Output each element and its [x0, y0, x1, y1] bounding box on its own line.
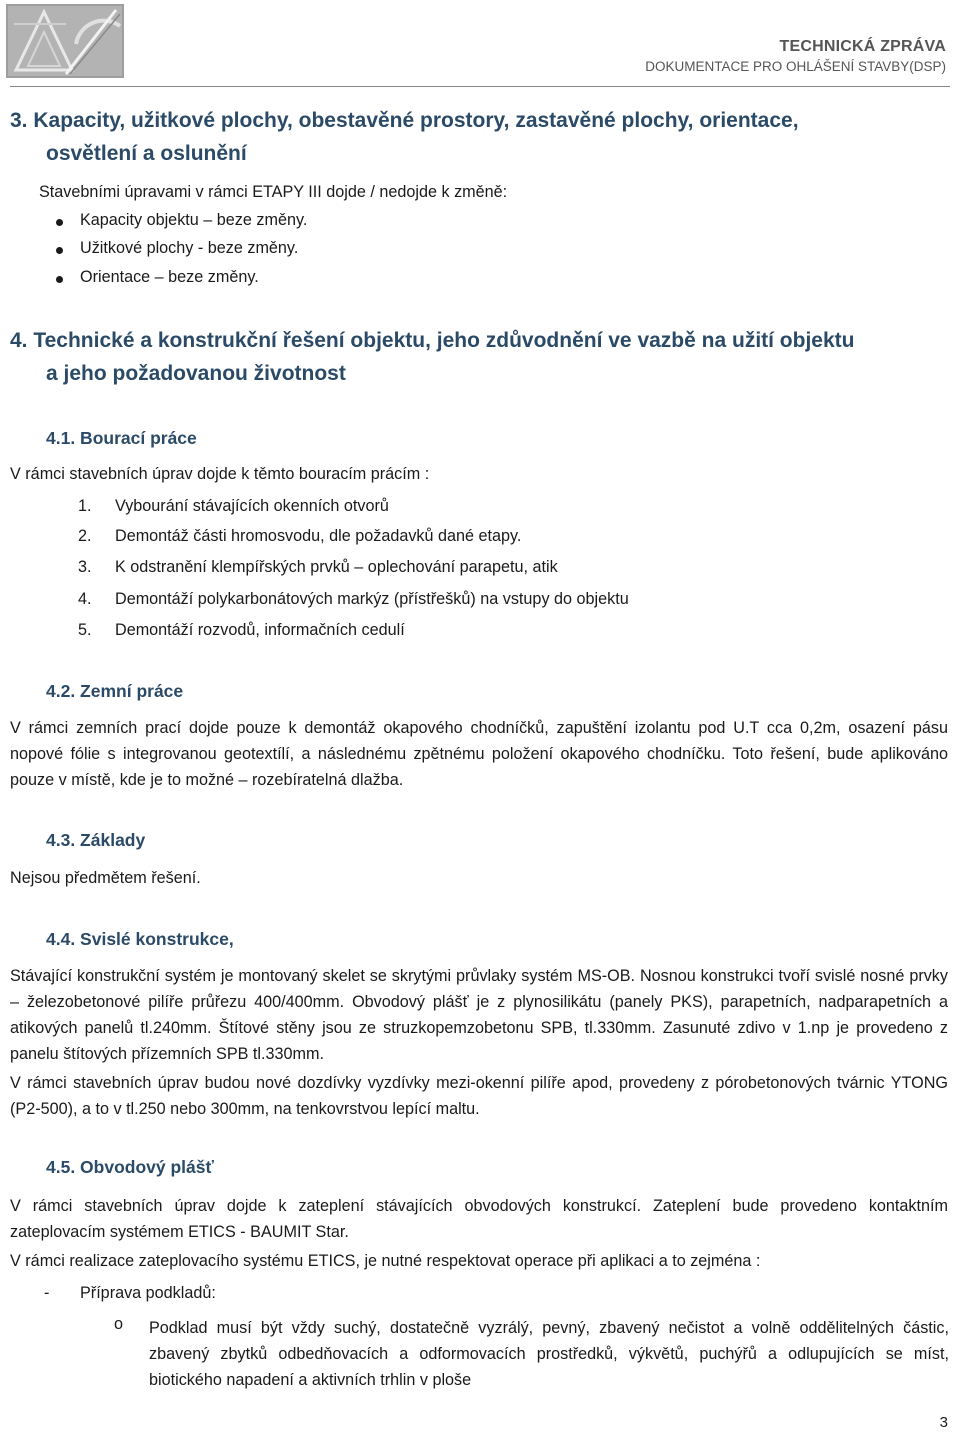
header-divider [10, 86, 950, 87]
section-4-2-paragraph: V rámci zemních prací dojde pouze k demontáž okapového chodníčků, zapuštění izolantu pod U.T cca 0,2m, osazení pásu nopové fólie s integrovanou geotextílí, a následnému zpětnému položení okapového chodníčku. Toto řešení, bude aplikováno pouze v místě, kde je to možné – rozebíratelná dlažba. [10, 719, 948, 789]
list-number: 2. [78, 527, 92, 545]
dash-marker: - [44, 1284, 50, 1302]
list-number: 4. [78, 590, 92, 608]
section-4-heading-cont: a jeho požadovanou životnost [46, 362, 346, 385]
header-subtitle: DOKUMENTACE PRO OHLÁŠENÍ STAVBY(DSP) [645, 59, 946, 74]
list-number: 1. [78, 497, 92, 515]
section-4-4-heading: 4.4. Svislé konstrukce, [46, 929, 234, 949]
list-item: Demontáží polykarbonátových markýz (přístřešků) na vstupy do objektu [115, 590, 629, 608]
list-item: Demontáží rozvodů, informačních cedulí [115, 621, 405, 639]
page-number: 3 [939, 1414, 948, 1431]
section-4-1-intro: V rámci stavebních úprav dojde k těmto bouracím prácím : [10, 465, 430, 483]
list-item: Orientace – beze změny. [80, 268, 259, 286]
section-4-5-paragraph-2: V rámci realizace zateplovacího systému ETICS, je nutné respektovat operace při aplikaci a to zejména : [10, 1252, 761, 1270]
section-4-1-heading: 4.1. Bourací práce [46, 428, 197, 448]
list-item: Demontáž části hromosvodu, dle požadavků dané etapy. [115, 527, 522, 545]
bullet-dot-icon [56, 247, 63, 254]
section-3-intro: Stavebními úpravami v rámci ETAPY III dojde / nedojde k změně: [39, 183, 508, 201]
list-item: Vybourání stávajících okenních otvorů [115, 497, 389, 515]
document-header [645, 38, 946, 74]
logo-image [6, 4, 124, 78]
header-title: TECHNICKÁ ZPRÁVA [779, 38, 946, 55]
list-item: Příprava podkladů: [80, 1284, 216, 1302]
bullet-dot-icon [56, 276, 63, 283]
section-4-3-heading: 4.3. Základy [46, 830, 146, 850]
section-4-4-paragraph-2: V rámci stavebních úprav budou nové dozdívky vyzdívky mezi-okenní pilíře apod, provedeny z pórobetonových tvárnic YTONG (P2-500), a to v tl.250 nebo 300mm, na tenkovrstvou lepící maltu. [10, 1074, 948, 1118]
list-number: 5. [78, 621, 92, 639]
section-4-5-paragraph-1: V rámci stavebních úprav dojde k zateplení stávajících obvodových konstrukcí. Zateplení bude provedeno kontaktním zateplovacím systémem ETICS - BAUMIT Star. [10, 1197, 948, 1241]
bullet-dot-icon [56, 219, 63, 226]
section-4-4-paragraph-1: Stávající konstrukční systém je montovaný skelet se skrytými průvlaky systém MS-OB. Nosnou konstrukci tvoří svislé nosné prvky – železobetonové pilíře průřezu 400/400mm. Obvodový plášť je z plynosilikátu (panely PKS), parapetních, nadparapetních a atikových panelů tl.240mm. Štítové stěny jsou ze struzkopemzobetonu SPB, tl.330mm. Zasunuté zdivo v 1.np je provedeno z panelu štítových přízemních SPB tl.330mm. [10, 967, 948, 1063]
section-4-5-heading: 4.5. Obvodový plášť [46, 1157, 214, 1177]
section-4-heading: 4. Technické a konstrukční řešení objektu, jeho zdůvodnění ve vazbě na užití objektu [10, 329, 855, 352]
sub-list-item: Podklad musí být vždy suchý, dostatečně vyzrálý, pevný, zbavený nečistot a volně oddělitelných částic, zbavený zbytků odbedňovacích a odformovacích prostředků, výkvětů, puchýřů a odlupujících se míst, biotického napadení a aktivních trhlin v ploše [149, 1319, 949, 1389]
list-item: K odstranění klempířských prvků – oplechování parapetu, atik [115, 558, 558, 576]
sub-bullet-marker: o [114, 1315, 124, 1333]
section-3-heading: 3. Kapacity, užitkové plochy, obestavěné prostory, zastavěné plochy, orientace, [10, 109, 799, 132]
section-4-3-paragraph: Nejsou předmětem řešení. [10, 869, 201, 887]
list-number: 3. [78, 558, 92, 576]
section-3-heading-cont: osvětlení a oslunění [46, 142, 247, 165]
section-4-2-heading: 4.2. Zemní práce [46, 681, 184, 701]
list-item: Užitkové plochy - beze změny. [80, 239, 299, 257]
list-item: Kapacity objektu – beze změny. [80, 211, 308, 229]
